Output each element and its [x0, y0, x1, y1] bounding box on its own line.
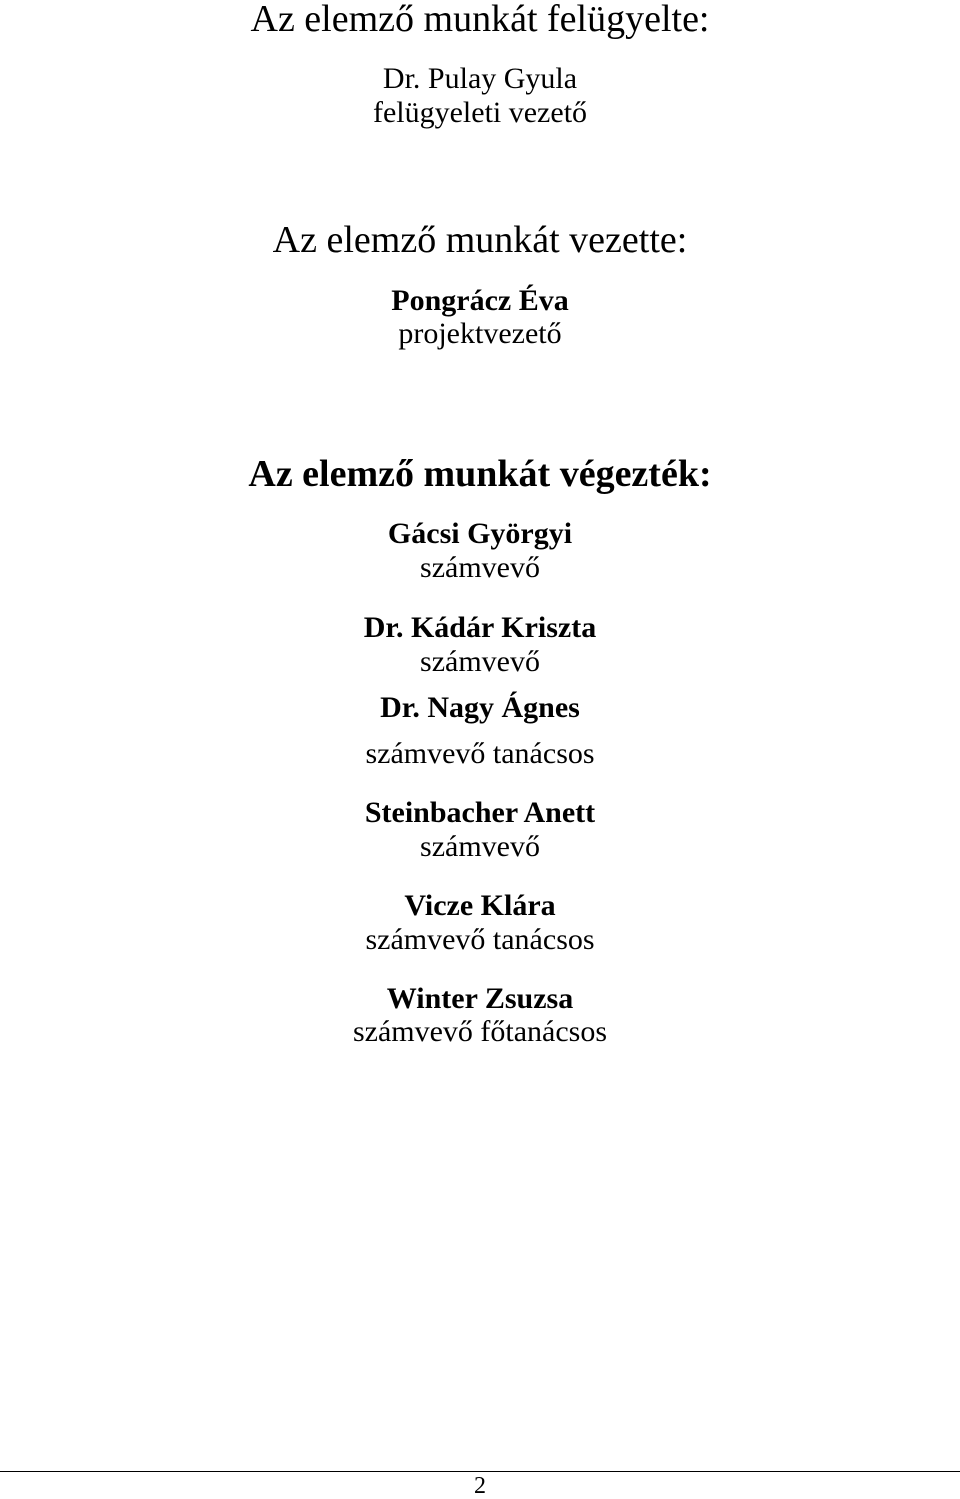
- page-number: 2: [474, 1473, 486, 1499]
- footer-divider: [0, 1471, 960, 1472]
- team-member-role: számvevő főtanácsos: [352, 1015, 608, 1048]
- team-member-name: Winter Zsuzsa: [386, 982, 574, 1015]
- leader-heading: Az elemző munkát vezette:: [272, 219, 688, 261]
- team-member-name: Gácsi Györgyi: [387, 517, 573, 550]
- team-member-name: Steinbacher Anett: [364, 796, 596, 829]
- team-member-name: Dr. Nagy Ágnes: [380, 691, 580, 724]
- supervisor-name: Dr. Pulay Gyula: [382, 62, 578, 95]
- supervisor-role: felügyeleti vezető: [372, 96, 588, 129]
- team-heading: Az elemző munkát végezték:: [248, 453, 712, 495]
- team-member-role: számvevő: [420, 551, 540, 584]
- team-member-role: számvevő: [420, 645, 540, 678]
- leader-role: projektvezető: [398, 317, 562, 350]
- team-member-role: számvevő: [420, 830, 540, 863]
- team-member-role: számvevő tanácsos: [365, 737, 595, 770]
- team-member-name: Vicze Klára: [404, 889, 556, 922]
- team-member-name: Dr. Kádár Kriszta: [363, 611, 597, 644]
- supervisor-heading: Az elemző munkát felügyelte:: [250, 0, 710, 40]
- leader-name: Pongrácz Éva: [391, 284, 569, 317]
- team-member-role: számvevő tanácsos: [365, 923, 595, 956]
